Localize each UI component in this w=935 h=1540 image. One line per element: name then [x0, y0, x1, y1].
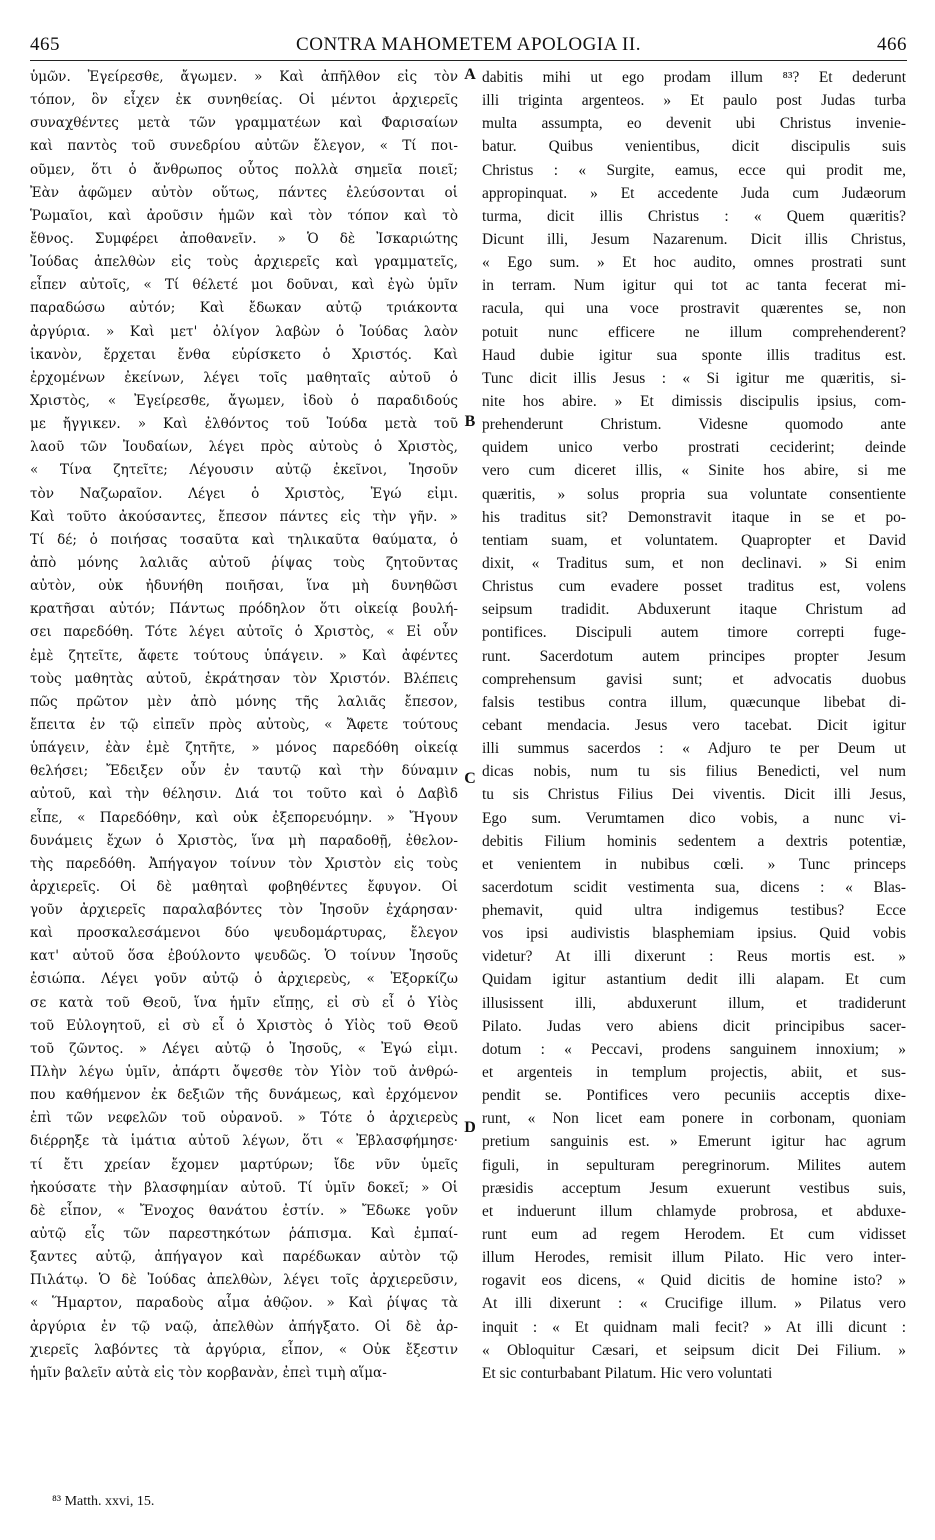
text-line: κατ' αὐτοῦ ὅσα ἐβούλοντο ψευδῶς. Ὁ τοίνυν Ἰησοῦς — [30, 948, 458, 965]
text-line: At illi dixerunt : « Crucifige illum. » Pilatus vero — [482, 1295, 906, 1313]
text-line: quæritis, » solus propria sua voluntate consentiente — [482, 485, 906, 503]
text-line: « Ego sum. » Et hoc audito, omnes prostrati sunt — [482, 254, 906, 272]
text-line: Καὶ τοῦτο ἀκούσαντες, ἔπεσον πάντες εἰς τὴν γῆν. » — [30, 508, 458, 525]
text-line: his traditus sit? Demonstravit itaque in se et po- — [482, 508, 906, 526]
text-line: comprehensum gavisi sunt; et advocatis duobus — [482, 670, 906, 688]
text-line: τὴς παρεδόθη. Ἀπήγαγον τοίνυν τὸν Χριστὸν εἰς τοὺς — [30, 855, 458, 872]
text-line: cebant mendacia. Jesus vero tacebat. Dicit igitur — [482, 716, 906, 734]
text-line: σε κατὰ τοῦ Θεοῦ, ἵνα ἡμῖν εἴπῃς, εἰ σὺ εἶ ὁ Υἱὸς — [30, 994, 458, 1011]
text-line: runt eum ad regem Herodem. Et cum vidisset — [482, 1226, 906, 1244]
section-marker-b: B — [464, 413, 476, 430]
text-line: nite hos abire. » Et dimissis discipulis ipsius, com- — [482, 392, 906, 410]
text-line: δυνάμεις ἔχων ὁ Χριστὸς, ἵνα μὴ παραδοθῇ, ἐθελον- — [30, 832, 458, 849]
text-line: χιερεῖς λαβόντες τὰ ἀργύρια, εἶπον, « Οὐκ ἔξεστιν — [30, 1341, 458, 1358]
text-line: batur. Quibus venientibus, dicit discipulis suis — [482, 138, 906, 156]
section-marker-c: C — [464, 770, 476, 787]
text-line: με ἤγγικεν. » Καὶ ἐλθόντος τοῦ Ἰούδα μετὰ τοῦ — [30, 416, 458, 433]
text-line: pendit se. Pontifices vero pecuniis acceptis dixe- — [482, 1087, 906, 1105]
text-line: Dicunt illi, Jesum Nazarenum. Dicit illis Christus, — [482, 230, 906, 248]
text-line: διέρρηξε τὰ ἱμάτια αὐτοῦ λέγων, ὅτι « Ἐβλασφήμησε· — [30, 1133, 458, 1150]
text-line: ξαντες αὐτῷ, ἀπήγαγον καὶ παρέδωκαν αὐτὸν τῷ — [30, 1249, 458, 1266]
text-line: illi summus sacerdos : « Adjuro te per Deum ut — [482, 740, 906, 758]
text-line: vos ipsi audivistis blasphemiam ipsius. Quid vobis — [482, 925, 906, 943]
text-line: Πιλάτῳ. Ὁ δὲ Ἰούδας ἀπελθὼν, λέγει τοῖς ἀρχιερεῦσιν, — [30, 1272, 458, 1289]
text-line: Et sic conturbabant Pilatum. Hic vero voluntati — [482, 1364, 773, 1382]
text-line: Pilato. Judas vero abiens dicit principibus sacer- — [482, 1017, 906, 1035]
text-line: seipsum tradidit. Abduxerunt itaque Christum ad — [482, 601, 906, 619]
text-line: ἔπειτα ἐν τῷ εἰπεῖν πρὸς αὐτοὺς, « Ἄφετε τούτους — [30, 716, 458, 733]
text-line: ὑμῶν. Ἐγείρεσθε, ἄγωμεν. » Καὶ ἀπῆλθον εἰς τὸν — [30, 69, 458, 85]
text-line: οῦμεν, ὅτι ὁ ἄνθρωπος οὗτος πολλὰ σημεῖα ποιεῖ; — [30, 161, 458, 178]
text-line: Ego sum. Verumtamen dico vobis, a nunc vi- — [482, 809, 906, 827]
text-line: turma, dicit illis Christus : « Quem quæritis? — [482, 207, 906, 225]
text-line: illi triginta argenteos. » Et paulo post Judas turba — [482, 92, 906, 110]
running-header — [30, 34, 907, 61]
text-line: ἀρχιερεῖς. Οἱ δὲ μαθηταὶ φοβηθέντες ἔφυγον. Οἱ — [30, 878, 458, 895]
text-line: ἀργύρια ἐν τῷ ναῷ, ἀπελθὼν ἀπήγξατο. Οἱ δὲ ἀρ- — [30, 1318, 458, 1335]
text-line: videtur? At illi dixerunt : Reus mortis est. » — [482, 948, 906, 966]
text-line: illusissent illi, abduxerunt illum, et tradiderunt — [482, 994, 906, 1012]
text-line: prehenderunt Christum. Videsne quomodo ante — [482, 416, 906, 434]
latin-column — [482, 66, 906, 1478]
text-line: ἱκανὸν, ἔρχεται ἔνθα εὑρίσκετο ὁ Χριστός. Καὶ — [30, 346, 458, 363]
text-line: Ἰούδας ἀπελθὼν εἰς τοὺς ἀρχιερεῖς καὶ γραμματεῖς, — [30, 254, 458, 271]
page-number-right: 466 — [877, 34, 907, 55]
text-line: illum Herodes, remisit illum Pilato. Hic vero inter- — [482, 1249, 906, 1267]
text-line: phemavit, quid ultra indigemus testibus? Ecce — [482, 902, 906, 920]
text-line: ἐσιώπα. Λέγει γοῦν αὐτῷ ὁ ἀρχιερεὺς, « Ἐξορκίζω — [30, 971, 458, 988]
text-line: Haud dubie igitur sua sponte illis traditus est. — [482, 346, 906, 364]
text-line: ἐπὶ τῶν νεφελῶν τοῦ οὐρανοῦ. » Τότε ὁ ἀρχιερεὺς — [30, 1110, 458, 1127]
text-line: in terram. Num igitur qui tot ac tanta fecerat mi- — [482, 277, 906, 295]
text-line: ἐρχομένων ἐκείνων, λέγει τοῖς μαθηταῖς αὐτοῦ ὁ — [30, 369, 458, 386]
text-line: καὶ προσκαλεσάμενοι δύο ψευδομάρτυρας, ἔλεγον — [30, 925, 458, 942]
text-line: multa assumpta, eo devenit ubi Christus invenie- — [482, 115, 906, 133]
text-line: τόπον, ὃν εἶχεν ἐκ συνηθείας. Οἱ μέντοι ἀρχιερεῖς — [30, 92, 458, 109]
text-line: Tunc dicit illis Jesus : « Si igitur me quæritis, si- — [482, 369, 906, 387]
text-line: « Ἥμαρτον, παραδοὺς αἷμα ἀθῷον. » Καὶ ῥίψας τὰ — [30, 1295, 458, 1312]
text-line: præsidis acceptum Jesum exuerunt vestibus suis, — [482, 1179, 906, 1197]
text-line: ἐμὲ ζητεῖτε, ἄφετε τούτους ὑπάγειν. » Καὶ ἀφέντες — [30, 647, 458, 664]
text-line: runt. Sacerdotum autem principes propter Jesum — [482, 647, 906, 665]
page-number-left: 465 — [30, 34, 60, 55]
text-line: Ῥωμαῖοι, καὶ ἀροῦσιν ἡμῶν καὶ τὸν τόπον καὶ τὸ — [30, 207, 458, 224]
text-line: αὐτὸν, οὐκ ἠδυνήθη ποιῆσαι, ἵνα μὴ δυνηθῶσι — [30, 578, 458, 595]
text-line: appropinquat. » Et accedente Juda cum Judæorum — [482, 184, 906, 202]
text-line: rogavit eos dicens, « Quid dicitis de homine isto? » — [482, 1272, 906, 1290]
text-line: ὑπάγειν, ἐὰν ἐμὲ ζητῆτε, » μόνος παρεδόθη οἰκείᾳ — [30, 740, 458, 757]
text-line: debitis Filium hominis sedentem a dextris potentiæ, — [482, 832, 906, 850]
text-line: τὸν Ναζωραῖον. Λέγει ὁ Χριστὸς, Ἐγώ εἰμι. — [30, 485, 458, 502]
text-line: δὲ εἶπον, « Ἔνοχος θανάτου ἐστίν. » Ἔδωκε γοῦν — [30, 1202, 458, 1219]
text-line: εἶπε, « Παρεδόθην, καὶ οὐκ ἐξεπορευόμην. » Ἤγουν — [30, 809, 458, 826]
text-line: dicas nobis, num tu sis filius Benedicti, vel num — [482, 763, 906, 781]
text-line: dotum : « Peccavi, prodens sanguinem innoxium; » — [482, 1040, 906, 1058]
text-line: θελήσει; Ἔδειξεν οὖν ἐν ταυτῷ καὶ τὴν δύναμιν — [30, 763, 458, 780]
text-line: γοῦν ἀρχιερεῖς παραλαβόντες τὸν Ἰησοῦν ἐχάρησαν· — [30, 902, 458, 919]
text-line: Quidam igitur astantium dedit illi alapam. Et cum — [482, 971, 906, 989]
text-line: potuit nunc efficere ne illum comprehenderent? — [482, 323, 906, 341]
text-line: dixit, « Traditus sum, et non declinavi. » Si enim — [482, 554, 906, 572]
text-line: sacerdotum scidit vestimenta sua, dicens : « Blas- — [482, 878, 906, 896]
text-line: καὶ παντὸς τοῦ συνεδρίου αὐτῶν ἔλεγον, « Τί ποι- — [30, 138, 458, 155]
text-line: τοὺς μαθητὰς αὐτοῦ, ἐκράτησαν τὸν Χριστόν. Βλέπεις — [30, 670, 458, 687]
text-line: κρατῆσαι αὐτόν; Πάντως πρόδηλον ὅτι οἰκείᾳ βουλή- — [30, 601, 458, 618]
text-line: pretium sanguinis est. » Emerunt igitur hac agrum — [482, 1133, 906, 1151]
text-line: αὐτῷ εἷς τῶν παρεστηκότων ῥάπισμα. Καὶ ἐμπαί- — [30, 1226, 458, 1243]
text-line: αὐτοῦ, καὶ τὴν θέλησιν. Διά τοι τοῦτο καὶ ὁ Δαβὶδ — [30, 786, 458, 803]
text-line: tu sis Christus Filius Dei viventis. Dicit illi Jesus, — [482, 786, 906, 804]
text-line: quidem unico verbo prostrati ceciderint; deinde — [482, 439, 906, 457]
text-line: τοῦ Εὐλογητοῦ, εἰ σὺ εἶ ὁ Χριστὸς ὁ Υἱὸς τοῦ Θεοῦ — [30, 1017, 458, 1034]
text-line: παραδώσω αὐτόν; Καὶ ἔδωκαν αὐτῷ τριάκοντα — [30, 300, 458, 317]
footnote: ⁸³ Matth. xxvi, 15. — [52, 1494, 155, 1509]
text-line: ἔθνος. Συμφέρει ἀποθανεῖν. » Ὁ δὲ Ἰσκαριώτης — [30, 230, 458, 247]
text-line: λαοῦ τῶν Ἰουδαίων, λέγει πρὸς αὐτοὺς ὁ Χριστὸς, — [30, 439, 458, 456]
text-line: tentiam suam, et voluntatem. Quapropter et David — [482, 531, 906, 549]
text-line: εἶπεν αὐτοῖς, « Τί θέλετέ μοι δοῦναι, καὶ ἐγὼ ὑμῖν — [30, 277, 458, 294]
text-line: ἠκούσατε τὴν βλασφημίαν αὐτοῦ. Τί ὑμῖν δοκεῖ; » Οἱ — [30, 1179, 458, 1196]
text-line: pontifices. Discipuli autem timore correpti fuge- — [482, 624, 906, 642]
text-line: τοῦ ζῶντος. » Λέγει αὐτῷ ὁ Ἰησοῦς, « Ἐγώ εἰμι. — [30, 1040, 458, 1057]
text-line: ἀργύρια. » Καὶ μετ' ὀλίγον λαβὼν ὁ Ἰούδας λαὸν — [30, 323, 458, 340]
text-line: falsis testibus contra illum, quæcunque libebat di- — [482, 693, 906, 711]
section-marker-d: D — [464, 1119, 476, 1136]
text-line: Χριστὸς, « Ἐγείρεσθε, ἄγωμεν, ἰδοὺ ὁ παραδιδούς — [30, 392, 458, 409]
text-line: Christus : « Surgite, eamus, ecce qui prodit me, — [482, 161, 906, 179]
text-line: et induerunt illum chlamyde probrosa, et abduxe- — [482, 1202, 906, 1220]
text-line: racula, qui una voce prostravit quærentes se, non — [482, 300, 906, 318]
text-line: ἡμῖν βαλεῖν αὐτὰ εἰς τὸν κορβανὰν, ἐπεὶ τιμὴ αἵμα- — [30, 1364, 387, 1381]
text-line: Τί δέ; ὁ ποιήσας τοσαῦτα καὶ τηλικαῦτα θαύματα, ὁ — [30, 531, 458, 548]
text-line: inquit : « Et quidnam mali fecit? » At illi dicunt : — [482, 1318, 906, 1336]
text-line: πῶς πρῶτον μὲν ἀπὸ μόνης τῆς λαλιᾶς ἔπεσον, — [30, 693, 458, 710]
text-line: συναχθέντες μετὰ τῶν γραμματέων καὶ Φαρισαίων — [30, 115, 458, 132]
running-title: CONTRA MAHOMETEM APOLOGIA II. — [296, 34, 641, 55]
text-line: « Obloquitur Cæsari, et seipsum dicit Dei Filium. » — [482, 1341, 906, 1359]
text-line: Πλὴν λέγω ὑμῖν, ἀπάρτι ὄψεσθε τὸν Υἱὸν τοῦ ἀνθρώ- — [30, 1064, 458, 1081]
text-line: et argenteis in templum projectis, abiit, et sus- — [482, 1064, 906, 1082]
text-line: figuli, in sepulturam peregrinorum. Milites autem — [482, 1156, 906, 1174]
text-line: Ἐὰν ἀφῶμεν αὐτὸν οὕτως, πάντες ἐλεύσονται οἱ — [30, 184, 458, 201]
text-line: που καθήμενον ἐκ δεξιῶν τῆς δυνάμεως, καὶ ἐρχόμενον — [30, 1087, 458, 1104]
text-line: vero cum diceret illis, « Sinite hos abire, si me — [482, 462, 906, 480]
text-line: σει παρεδόθη. Τότε λέγει αὐτοῖς ὁ Χριστὸς, « Εἰ οὖν — [30, 624, 458, 641]
text-line: et venientem in nubibus cœli. » Tunc princeps — [482, 855, 906, 873]
text-line: ἀπὸ μόνης λαλιᾶς αὐτοῦ ῥίψας τοὺς ζητοῦντας — [30, 554, 458, 571]
greek-column — [30, 66, 458, 1478]
text-line: τί ἔτι χρείαν ἔχομεν μαρτύρων; ἴδε νῦν ὑμεῖς — [30, 1156, 458, 1173]
text-line: « Τίνα ζητεῖτε; Λέγουσιν αὐτῷ ἐκεῖνοι, Ἰησοῦν — [30, 462, 458, 479]
text-line: Christus cum evadere posset traditus est, volens — [482, 578, 906, 596]
section-marker-a: A — [464, 66, 476, 83]
text-line: runt, « Non licet eam ponere in corbonam, quoniam — [482, 1110, 906, 1128]
text-line: dabitis mihi ut ego prodam illum ⁸³? Et dederunt — [482, 69, 906, 86]
